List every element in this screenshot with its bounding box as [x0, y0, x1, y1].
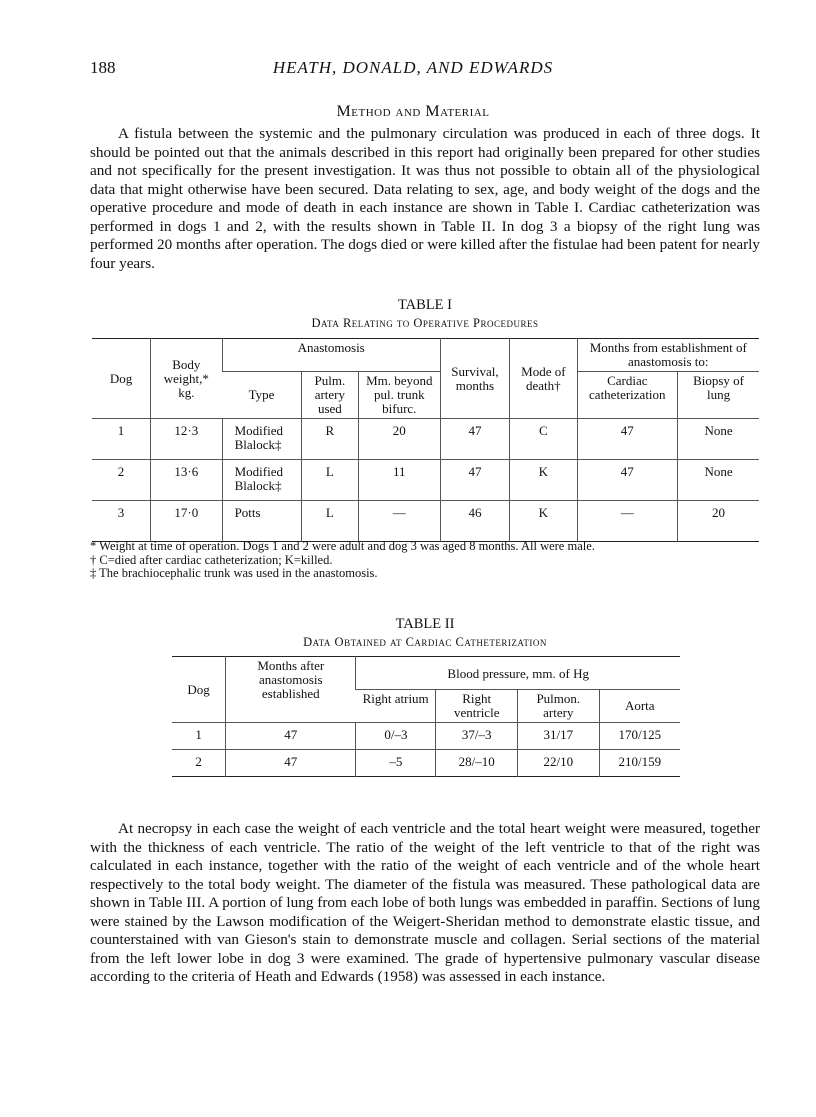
t1-header-dog: Dog [92, 339, 151, 419]
t2-cell-ra: 0/–3 [356, 723, 436, 750]
t1-header-survival: Survival, months [440, 339, 509, 419]
table-row [172, 723, 680, 750]
t1-cell-mode: C [510, 419, 577, 460]
t2-header-aorta: Aorta [599, 690, 680, 723]
table1 [92, 338, 759, 542]
t2-header-months-after: Months after anastomosis established [226, 657, 356, 723]
t2-cell-rv: 28/–10 [436, 750, 518, 777]
t1-header-weight: Body weight,* kg. [151, 339, 223, 419]
t2-cell-dog: 1 [172, 723, 226, 750]
t1-cell-weight: 12·3 [151, 419, 223, 460]
table-row [92, 460, 759, 501]
footnote: † C=died after cardiac catheterization; K=killed. [90, 552, 333, 567]
t2-cell-dog: 2 [172, 750, 226, 777]
t2-cell-ra: –5 [356, 750, 436, 777]
table2 [172, 656, 680, 777]
t1-header-mode: Mode of death† [510, 339, 577, 419]
t2-cell-pa: 31/17 [518, 723, 600, 750]
t1-cell-cath: — [577, 501, 678, 542]
t1-cell-dog: 2 [92, 460, 151, 501]
footnote: * Weight at time of operation. Dogs 1 and 2 were adult and dog 3 was aged 8 months. All were male. [90, 539, 595, 553]
t1-cell-survival: 47 [440, 419, 509, 460]
t1-cell-biopsy: None [678, 419, 759, 460]
t1-header-anastomosis: Anastomosis [222, 339, 440, 372]
t1-header-cardiac-cath: Cardiac catheterization [577, 372, 678, 419]
t1-cell-biopsy: 20 [678, 501, 759, 542]
t1-cell-cath: 47 [577, 419, 678, 460]
t2-cell-rv: 37/–3 [436, 723, 518, 750]
t1-cell-cath: 47 [577, 460, 678, 501]
section-title: Method and Material [336, 103, 490, 120]
table-row [92, 501, 759, 542]
table2-caption: Data Obtained at Cardiac Catheterization [303, 635, 547, 649]
t1-cell-mm: 11 [358, 460, 440, 501]
t2-header-pulmon-artery: Pulmon. artery [518, 690, 600, 723]
t2-cell-months: 47 [226, 723, 356, 750]
t1-cell-survival: 47 [440, 460, 509, 501]
t2-header-dog: Dog [172, 657, 226, 723]
page-number: 188 [90, 58, 116, 77]
t1-cell-dog: 3 [92, 501, 151, 542]
t1-cell-type: Modified Blalock‡ [222, 419, 301, 460]
t1-cell-artery: L [301, 501, 358, 542]
t2-header-bp: Blood pressure, mm. of Hg [356, 657, 680, 690]
t2-cell-aorta: 170/125 [599, 723, 680, 750]
t2-header-right-ventricle: Right ventricle [436, 690, 518, 723]
t1-cell-weight: 17·0 [151, 501, 223, 542]
paragraph-necropsy: At necropsy in each case the weight of each ventricle and the total heart weight were measured, together with the thickness of each ventricle. The ratio of the weight of the left ventricle to that of the right was calculated in each instance, together with the ratio of the weight of each ventricle and of the whole heart respectively to the total body weight. The diameter of the fistula was measured. These pathological data are shown in Table III. A portion of lung from each lobe of both lungs was embedded in paraffin. Sections of lung were stained by the Lawson modification of the Weigert-Sheridan method to demonstrate elastic tissue, and counterstained with van Gieson's stain to demonstrate muscle and collagen. Serial sections of the material from the left lower lobe in dog 3 were examined. The grade of hypertensive pulmonary vascular disease according to the criteria of Heath and Edwards (1958) was assessed in each instance. [90, 820, 760, 985]
t2-cell-pa: 22/10 [518, 750, 600, 777]
running-head: HEATH, DONALD, AND EDWARDS [272, 58, 554, 77]
t1-header-pulm-artery: Pulm. artery used [301, 372, 358, 419]
table1-footnotes [90, 540, 760, 581]
table1-caption: Data Relating to Operative Procedures [311, 316, 539, 330]
t1-header-months-from: Months from establishment of anastomosis to: [577, 339, 759, 372]
t1-header-mm-beyond: Mm. beyond pul. trunk bifurc. [358, 372, 440, 419]
t2-cell-aorta: 210/159 [599, 750, 680, 777]
t1-cell-mode: K [510, 460, 577, 501]
t2-header-right-atrium: Right atrium [356, 690, 436, 723]
page-header [90, 58, 736, 82]
t2-cell-months: 47 [226, 750, 356, 777]
t1-cell-mm: 20 [358, 419, 440, 460]
paragraph-method: A fistula between the systemic and the pulmonary circulation was produced in each of three dogs. It should be pointed out that the animals described in this report had originally been prepared for other studies and not specifically for the present investigation. It was thus not possible to obtain all of the physiological data that might otherwise have been secured. Data relating to sex, age, and body weight of the dogs and the operative procedure and mode of death in each instance are shown in Table I. Cardiac catheterization was performed in dogs 1 and 2, with the results shown in Table II. In dog 3 a biopsy of the right lung was performed 20 months after operation. The dogs died or were killed after the fistulae had been patent for nearly four years. [90, 125, 760, 272]
t1-cell-mode: K [510, 501, 577, 542]
t1-cell-artery: R [301, 419, 358, 460]
t1-cell-artery: L [301, 460, 358, 501]
table-row [172, 750, 680, 777]
t1-cell-type: Modified Blalock‡ [222, 460, 301, 501]
t1-cell-dog: 1 [92, 419, 151, 460]
table1-label: TABLE I [397, 297, 452, 313]
table-row [92, 419, 759, 460]
table2-label: TABLE II [395, 616, 455, 632]
footnote: ‡ The brachiocephalic trunk was used in the anastomosis. [90, 566, 378, 580]
t1-cell-survival: 46 [440, 501, 509, 542]
t1-cell-mm: — [358, 501, 440, 542]
t1-header-type: Type [222, 372, 301, 419]
t1-cell-weight: 13·6 [151, 460, 223, 501]
t1-header-biopsy: Biopsy of lung [678, 372, 759, 419]
t1-cell-type: Potts [222, 501, 301, 542]
t1-cell-biopsy: None [678, 460, 759, 501]
